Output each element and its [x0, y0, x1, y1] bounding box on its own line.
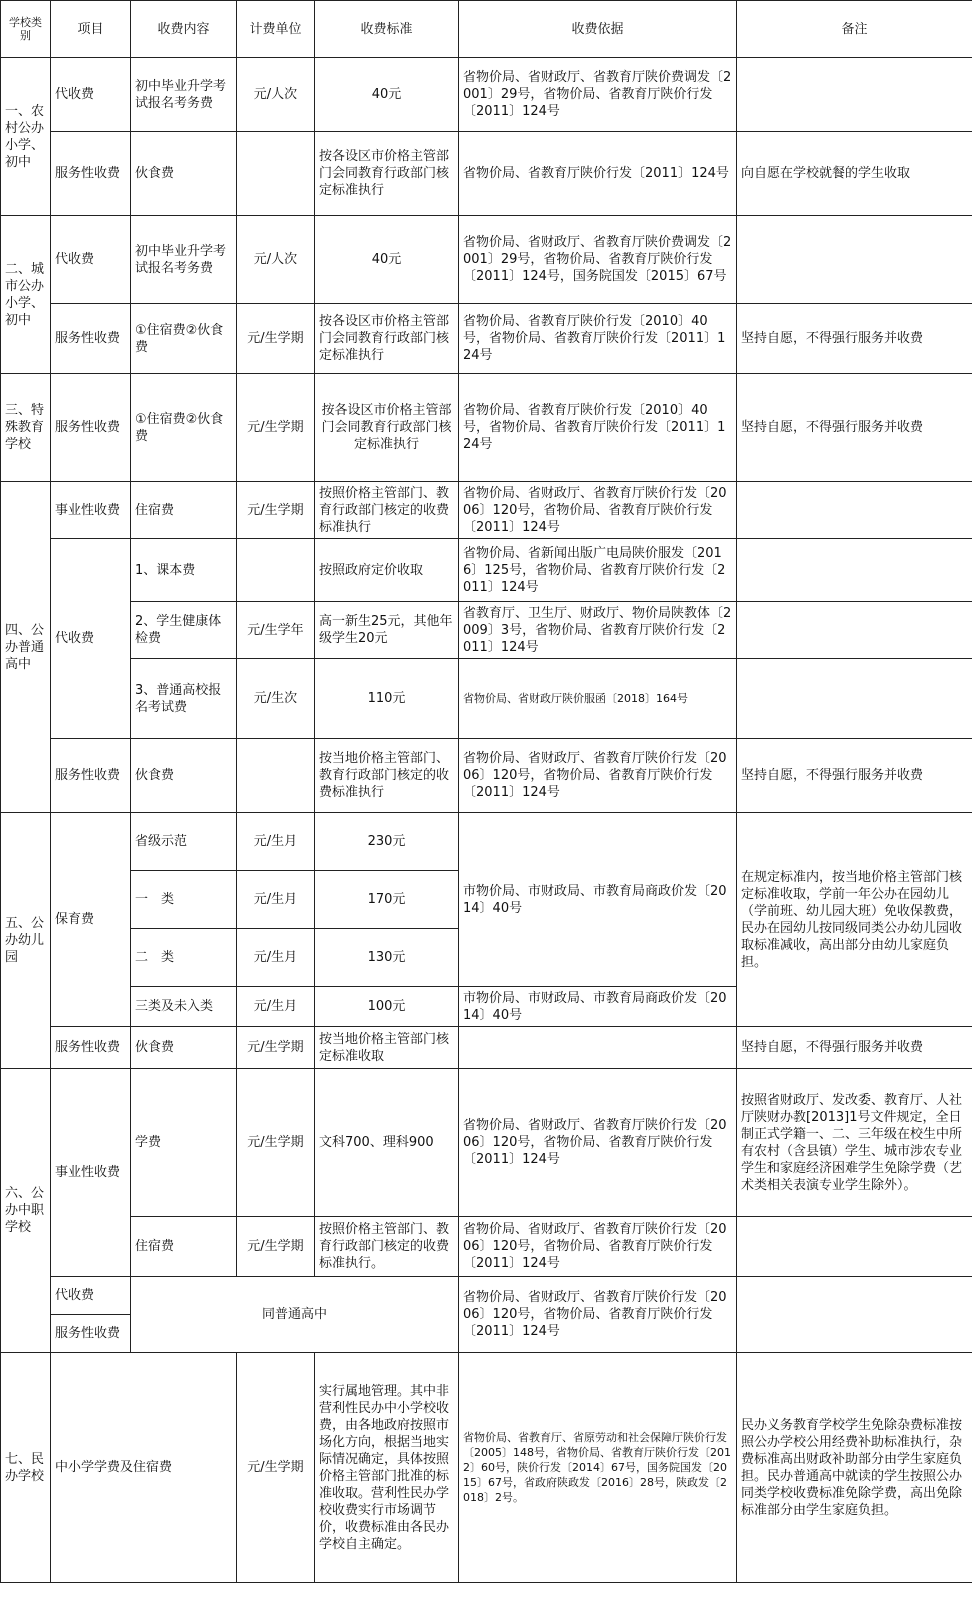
basis-cell: 省物价局、省教育厅陕价行发〔2010〕40号，省物价局、省教育厅陕价行发〔2011〕124号 — [459, 374, 737, 482]
remark-cell — [737, 58, 972, 132]
basis-cell: 市物价局、市财政局、市教育局商政价发〔2014〕40号 — [459, 813, 737, 987]
table-row — [1, 539, 972, 602]
item-cell: 代收费 — [51, 1277, 131, 1315]
header-item: 项目 — [51, 1, 131, 58]
remark-cell — [737, 216, 972, 304]
remark-cell: 向自愿在学校就餐的学生收取 — [737, 132, 972, 216]
remark-cell — [737, 1217, 972, 1277]
table-row — [1, 1217, 972, 1277]
item-cell: 中小学学费及住宿费 — [51, 1353, 237, 1583]
item-cell: 代收费 — [51, 539, 131, 739]
basis-cell: 省教育厅、卫生厅、财政厅、物价局陕教体〔2009〕3号，省物价局、省教育厅陕价行发〔2011〕124号 — [459, 602, 737, 659]
basis-cell: 省物价局、省财政厅、省教育厅陕价费调发〔2001〕29号，省物价局、省教育厅陕价行发〔2011〕124号，国务院国发〔2015〕67号 — [459, 216, 737, 304]
basis-cell: 省物价局、省财政厅、省教育厅陕价行发〔2006〕120号，省物价局、省教育厅陕价行发〔2011〕124号 — [459, 1069, 737, 1217]
school-category: 四、公办普通高中 — [1, 482, 51, 813]
unit-cell: 元/生学期 — [237, 482, 315, 539]
unit-cell: 元/生学年 — [237, 602, 315, 659]
remark-cell: 在规定标准内，按当地价格主管部门核定标准收取，学前一年公办在园幼儿（学前班、幼儿园大班）免收保教费，民办在园幼儿按同级同类公办幼儿园收取标准减收，高出部分由幼儿家庭负担。 — [737, 813, 972, 1027]
item-cell: 服务性收费 — [51, 374, 131, 482]
item-cell: 服务性收费 — [51, 132, 131, 216]
content-cell: 省级示范 — [131, 813, 237, 871]
basis-cell: 省物价局、省教育厅、省原劳动和社会保障厅陕价行发〔2005〕148号，省物价局、省教育厅陕价行发〔2012〕60号，陕价行发〔2014〕67号，国务院国发〔2015〕67号，省政府陕政发〔2016〕28号，陕政发〔2018〕2号。 — [459, 1353, 737, 1583]
remark-cell — [737, 602, 972, 659]
remark-cell: 按照省财政厅、发改委、教育厅、人社厅陕财办教[2013]1号文件规定，全日制正式学籍一、二、三年级在校生中所有农村（含县镇）学生、城市涉农专业学生和家庭经济困难学生免除学费（艺术类相关表演专业学生除外）。 — [737, 1069, 972, 1217]
content-cell: 初中毕业升学考试报名考务费 — [131, 58, 237, 132]
basis-cell: 省物价局、省教育厅陕价行发〔2011〕124号 — [459, 132, 737, 216]
basis-cell — [459, 1027, 737, 1069]
content-cell: 初中毕业升学考试报名考务费 — [131, 216, 237, 304]
unit-cell: 元/生月 — [237, 813, 315, 871]
item-cell: 服务性收费 — [51, 1315, 131, 1353]
unit-cell: 元/生月 — [237, 929, 315, 987]
content-cell: 3、普通高校报名考试费 — [131, 659, 237, 739]
unit-cell — [237, 132, 315, 216]
item-cell: 服务性收费 — [51, 1027, 131, 1069]
content-cell: 住宿费 — [131, 1217, 237, 1277]
standard-cell: 实行属地管理。其中非营利性民办中小学校收费，由各地政府按照市场化方向，根据当地实际情况确定，具体按照价格主管部门批准的标准收取。营利性民办学校收费实行市场调节价，收费标准由各民办学校自主确定。 — [315, 1353, 459, 1583]
unit-cell: 元/生学期 — [237, 1027, 315, 1069]
standard-cell: 按各设区市价格主管部门会同教育行政部门核定标准执行 — [315, 132, 459, 216]
standard-cell: 110元 — [315, 659, 459, 739]
unit-cell: 元/生学期 — [237, 1069, 315, 1217]
content-cell: 学费 — [131, 1069, 237, 1217]
school-category: 二、城市公办小学、初中 — [1, 216, 51, 374]
content-cell: 2、学生健康体检费 — [131, 602, 237, 659]
standard-cell: 高一新生25元，其他年级学生20元 — [315, 602, 459, 659]
content-cell: ①住宿费②伙食费 — [131, 374, 237, 482]
header-row — [1, 1, 972, 58]
standard-cell: 按当地价格主管部门、教育行政部门核定的收费标准执行 — [315, 739, 459, 813]
unit-cell: 元/生学期 — [237, 1353, 315, 1583]
item-cell: 服务性收费 — [51, 739, 131, 813]
school-category: 七、民办学校 — [1, 1353, 51, 1583]
standard-cell: 230元 — [315, 813, 459, 871]
standard-cell: 100元 — [315, 987, 459, 1027]
content-cell: 二 类 — [131, 929, 237, 987]
table-row — [1, 739, 972, 813]
basis-cell: 省物价局、省财政厅、省教育厅陕价行发〔2006〕120号，省物价局、省教育厅陕价行发〔2011〕124号 — [459, 482, 737, 539]
content-cell: 伙食费 — [131, 1027, 237, 1069]
same-as-high-school: 同普通高中 — [131, 1277, 459, 1353]
item-cell: 保育费 — [51, 813, 131, 1027]
unit-cell — [237, 739, 315, 813]
remark-cell: 坚持自愿，不得强行服务并收费 — [737, 374, 972, 482]
table-row — [1, 1353, 972, 1583]
table-row — [1, 1027, 972, 1069]
content-cell: 伙食费 — [131, 739, 237, 813]
standard-cell: 按当地价格主管部门核定标准收取 — [315, 1027, 459, 1069]
table-row — [1, 58, 972, 132]
unit-cell: 元/生次 — [237, 659, 315, 739]
table-row — [1, 602, 972, 659]
unit-cell: 元/生学期 — [237, 1217, 315, 1277]
school-category: 三、特殊教育学校 — [1, 374, 51, 482]
remark-cell — [737, 1277, 972, 1353]
remark-cell — [737, 659, 972, 739]
table-row — [1, 1277, 972, 1315]
content-cell: 一 类 — [131, 871, 237, 929]
remark-cell — [737, 539, 972, 602]
content-cell: 三类及未入类 — [131, 987, 237, 1027]
table-row — [1, 304, 972, 374]
basis-cell: 省物价局、省财政厅、省教育厅陕价费调发〔2001〕29号，省物价局、省教育厅陕价行发〔2011〕124号 — [459, 58, 737, 132]
header-remark: 备注 — [737, 1, 972, 58]
item-cell: 服务性收费 — [51, 304, 131, 374]
table-row — [1, 482, 972, 539]
content-cell: 1、课本费 — [131, 539, 237, 602]
basis-cell: 省物价局、省新闻出版广电局陕价服发〔2016〕125号，省物价局、省教育厅陕价行发〔2011〕124号 — [459, 539, 737, 602]
content-cell: 伙食费 — [131, 132, 237, 216]
basis-cell: 省物价局、省财政厅、省教育厅陕价行发〔2006〕120号，省物价局、省教育厅陕价行发〔2011〕124号 — [459, 1217, 737, 1277]
basis-cell: 省物价局、省教育厅陕价行发〔2010〕40号，省物价局、省教育厅陕价行发〔2011〕124号 — [459, 304, 737, 374]
remark-cell: 坚持自愿，不得强行服务并收费 — [737, 739, 972, 813]
table-row — [1, 132, 972, 216]
basis-cell: 省物价局、省财政厅陕价服函〔2018〕164号 — [459, 659, 737, 739]
basis-cell: 省物价局、省财政厅、省教育厅陕价行发〔2006〕120号，省物价局、省教育厅陕价行发〔2011〕124号 — [459, 739, 737, 813]
header-standard: 收费标准 — [315, 1, 459, 58]
standard-cell: 40元 — [315, 216, 459, 304]
school-category: 六、公办中职学校 — [1, 1069, 51, 1353]
item-cell: 事业性收费 — [51, 1069, 131, 1277]
school-category: 五、公办幼儿园 — [1, 813, 51, 1069]
remark-cell — [737, 482, 972, 539]
item-cell: 代收费 — [51, 216, 131, 304]
table-row — [1, 1069, 972, 1217]
content-cell: ①住宿费②伙食费 — [131, 304, 237, 374]
unit-cell: 元/生月 — [237, 987, 315, 1027]
table-row — [1, 813, 972, 871]
school-category: 一、农村公办小学、初中 — [1, 58, 51, 216]
header-content: 收费内容 — [131, 1, 237, 58]
remark-cell: 坚持自愿，不得强行服务并收费 — [737, 1027, 972, 1069]
basis-cell: 省物价局、省财政厅、省教育厅陕价行发〔2006〕120号，省物价局、省教育厅陕价行发〔2011〕124号 — [459, 1277, 737, 1353]
basis-cell: 市物价局、市财政局、市教育局商政价发〔2014〕40号 — [459, 987, 737, 1027]
item-cell: 代收费 — [51, 58, 131, 132]
standard-cell: 按照政府定价收取 — [315, 539, 459, 602]
standard-cell: 按各设区市价格主管部门会同教育行政部门核定标准执行 — [315, 374, 459, 482]
standard-cell: 文科700、理科900 — [315, 1069, 459, 1217]
unit-cell: 元/人次 — [237, 216, 315, 304]
header-unit: 计费单位 — [237, 1, 315, 58]
standard-cell: 按各设区市价格主管部门会同教育行政部门核定标准执行 — [315, 304, 459, 374]
standard-cell: 130元 — [315, 929, 459, 987]
standard-cell: 按照价格主管部门、教育行政部门核定的收费标准执行 — [315, 482, 459, 539]
unit-cell — [237, 539, 315, 602]
unit-cell: 元/人次 — [237, 58, 315, 132]
unit-cell: 元/生月 — [237, 871, 315, 929]
unit-cell: 元/生学期 — [237, 374, 315, 482]
remark-cell: 民办义务教育学校学生免除杂费标准按照公办学校公用经费补助标准执行，杂费标准高出财政补助部分由学生家庭负担。民办普通高中就读的学生按照公办同类学校收费标准免除学费，高出免除标准部分由学生家庭负担。 — [737, 1353, 972, 1583]
standard-cell: 170元 — [315, 871, 459, 929]
header-school: 学校类别 — [1, 1, 51, 58]
table-row — [1, 659, 972, 739]
table-row — [1, 216, 972, 304]
unit-cell: 元/生学期 — [237, 304, 315, 374]
content-cell: 住宿费 — [131, 482, 237, 539]
standard-cell: 40元 — [315, 58, 459, 132]
header-basis: 收费依据 — [459, 1, 737, 58]
item-cell: 事业性收费 — [51, 482, 131, 539]
remark-cell: 坚持自愿，不得强行服务并收费 — [737, 304, 972, 374]
standard-cell: 按照价格主管部门、教育行政部门核定的收费标准执行。 — [315, 1217, 459, 1277]
table-row — [1, 374, 972, 482]
